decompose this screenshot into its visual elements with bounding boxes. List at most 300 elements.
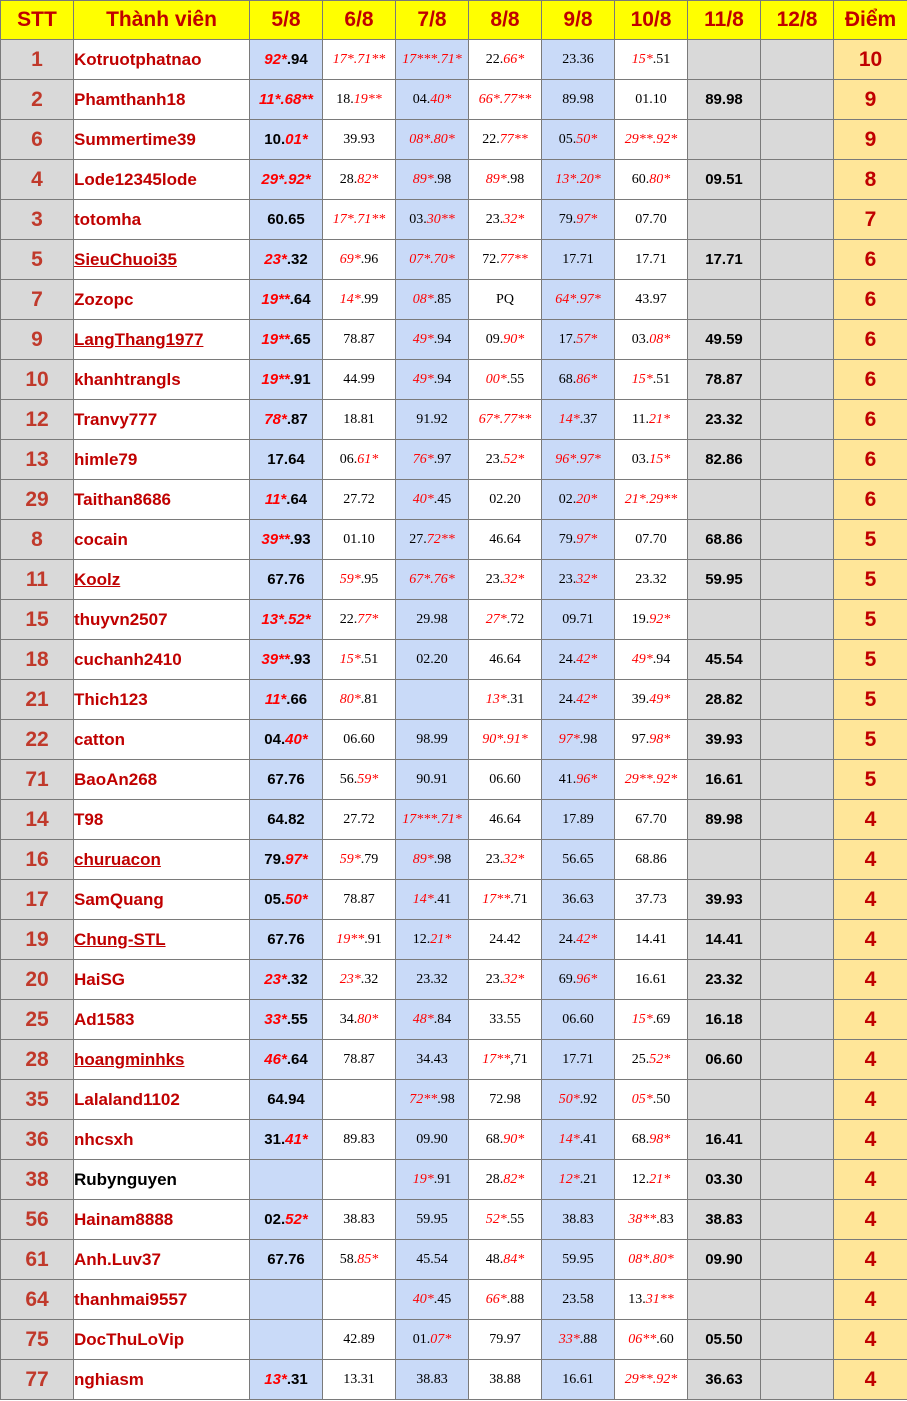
day-value-cell [469,1360,542,1400]
pick-value: 56.65 [562,851,594,867]
day-value-cell [615,1120,688,1160]
pick-value: .79 [360,851,379,867]
hit-mark: 48* [412,1011,434,1027]
day-value-cell [761,720,834,760]
hit-mark: 50* [558,1091,580,1107]
pick-value: 17.71 [635,251,667,267]
hit-mark: 89* [485,171,507,187]
day-value-cell [615,720,688,760]
pick-value: 17. [558,331,577,347]
day-value-cell [542,120,615,160]
table-row [1,800,907,840]
pick-value: 06.60 [705,1051,743,1068]
pick-value: 16.61 [705,771,743,788]
hit-mark: 17***.71* [402,51,462,67]
pick-value: .94 [652,651,671,667]
hit-mark: 29**.92* [624,131,678,147]
stt-cell: 12 [1,400,74,440]
score-cell: 4 [834,800,907,840]
hit-mark: 80* [357,1011,379,1027]
table-row [1,1000,907,1040]
hit-mark: 32* [503,211,525,227]
pick-value: .94 [286,51,308,68]
hit-mark: 05* [631,1091,653,1107]
member-name-cell[interactable] [74,1040,250,1080]
day-value-cell [323,400,396,440]
day-value-cell [469,400,542,440]
member-name-cell[interactable] [74,240,250,280]
day-value-cell [615,1200,688,1240]
day-value-cell [323,1280,396,1320]
pick-value: 78.87 [343,891,375,907]
pick-value: 23. [485,451,504,467]
day-value-cell [542,160,615,200]
hit-mark: 17** [482,1051,511,1067]
day-value-cell [542,320,615,360]
pick-value: 48. [485,1251,504,1267]
hit-mark: 66*.77** [478,91,532,107]
pick-value: 68.86 [635,851,667,867]
day-value-cell [761,1320,834,1360]
pick-value: 23. [485,971,504,987]
member-name-cell [74,720,250,760]
pick-value: .88 [506,1291,525,1307]
day-value-cell [396,560,469,600]
member-name-cell [74,1280,250,1320]
day-value-cell [396,1200,469,1240]
pick-value: 39. [631,691,650,707]
pick-value: .84 [433,1011,452,1027]
day-value-cell [615,600,688,640]
score-cell: 4 [834,840,907,880]
pick-value: 16.61 [562,1371,594,1387]
member-name: Taithan8686 [74,489,172,509]
hit-mark: 21* [649,1171,671,1187]
day-value-cell [469,1080,542,1120]
score-cell: 6 [834,440,907,480]
day-value-cell [323,1160,396,1200]
hit-mark: 14* [339,291,361,307]
hit-mark: 92* [264,51,287,68]
pick-value: 04. [412,91,431,107]
day-value-cell [396,1120,469,1160]
day-value-cell [469,360,542,400]
score-cell: 5 [834,600,907,640]
hit-mark: 33* [558,1331,580,1347]
table-row [1,920,907,960]
member-name-link[interactable]: churuacon [74,849,161,869]
stt-cell: 19 [1,920,74,960]
day-value-cell [761,640,834,680]
pick-value: .91 [433,1171,452,1187]
day-value-cell [396,1000,469,1040]
pick-value: 36.63 [562,891,594,907]
hit-mark: 08*.80* [628,1251,674,1267]
day-value-cell [615,1080,688,1120]
day-value-cell [323,1200,396,1240]
stt-cell: 14 [1,800,74,840]
table-row [1,960,907,1000]
hit-mark: 67*.76* [409,571,455,587]
day-value-cell [250,440,323,480]
pick-value: .50 [652,1091,671,1107]
score-cell: 6 [834,280,907,320]
hit-mark: 98* [649,731,671,747]
hit-mark: 77* [357,611,379,627]
stt-cell: 16 [1,840,74,880]
member-name: Lode12345lode [74,169,197,189]
pick-value: .98 [437,1091,455,1107]
hit-mark: 15* [649,451,671,467]
day-value-cell [542,480,615,520]
day-value-cell [323,160,396,200]
pick-value: 07.70 [635,211,667,227]
table-body [1,40,907,1400]
score-cell: 4 [834,1040,907,1080]
day-value-cell [542,1160,615,1200]
pick-value: .64 [286,491,308,508]
column-header: 8/8 [469,1,542,40]
day-value-cell [688,1160,761,1200]
hit-mark: 20* [576,491,598,507]
pick-value: 23. [485,211,504,227]
pick-value: 16.41 [705,1131,743,1148]
member-name: khanhtrangls [74,369,181,389]
day-value-cell [761,240,834,280]
member-name: Lalaland1102 [74,1089,180,1109]
day-value-cell [396,640,469,680]
score-cell: 5 [834,640,907,680]
day-value-cell [250,600,323,640]
member-name-link[interactable]: hoangminhks [74,1049,185,1069]
day-value-cell [469,1320,542,1360]
pick-value: .97 [433,451,452,467]
member-name: totomha [74,209,142,229]
member-name-link[interactable]: Chung-STL [74,929,166,949]
day-value-cell [250,160,323,200]
day-value-cell [323,600,396,640]
member-name-cell [74,1240,250,1280]
column-header: Thành viên [74,1,250,40]
day-value-cell [469,880,542,920]
pick-value: 36.63 [705,1371,743,1388]
hit-mark: 14* [558,411,580,427]
score-cell: 4 [834,1000,907,1040]
hit-mark: 61* [357,451,379,467]
day-value-cell [761,320,834,360]
pick-value: 16.61 [635,971,667,987]
day-value-cell [761,1360,834,1400]
hit-mark: 19** [261,291,290,308]
day-value-cell [396,840,469,880]
day-value-cell [469,1200,542,1240]
day-value-cell [615,160,688,200]
hit-mark: 97* [576,211,598,227]
member-name: catton [74,729,125,749]
pick-value: 89.98 [705,91,743,108]
hit-mark: 66* [503,51,525,67]
day-value-cell [688,440,761,480]
hit-mark: 66* [485,1291,507,1307]
day-value-cell [615,1240,688,1280]
pick-value: .65 [289,331,311,348]
hit-mark: 15* [339,651,361,667]
table-row [1,120,907,160]
pick-value: 67.70 [635,811,667,827]
pick-value: 89.83 [343,1131,375,1147]
day-value-cell [469,640,542,680]
hit-mark: 32* [503,971,525,987]
hit-mark: 40* [412,491,434,507]
hit-mark: 33* [264,1011,287,1028]
member-name: Ad1583 [74,1009,135,1029]
hit-mark: 31** [645,1291,674,1307]
stt-cell: 4 [1,160,74,200]
pick-value: 14.41 [705,931,743,948]
table-row [1,440,907,480]
pick-value: 14.41 [635,931,667,947]
day-value-cell [688,80,761,120]
pick-value: .85 [433,291,452,307]
day-value-cell [250,120,323,160]
day-value-cell [761,1080,834,1120]
pick-value: 37.73 [635,891,667,907]
day-value-cell [688,360,761,400]
pick-value: 06.60 [562,1011,594,1027]
member-name: SamQuang [74,889,164,909]
hit-mark: 49* [649,691,671,707]
pick-value: 23.36 [562,51,594,67]
stt-cell: 75 [1,1320,74,1360]
day-value-cell [250,520,323,560]
stt-cell: 64 [1,1280,74,1320]
day-value-cell [323,1320,396,1360]
day-value-cell [250,1280,323,1320]
hit-mark: 77** [499,131,528,147]
table-row [1,720,907,760]
hit-mark: 86* [576,371,598,387]
member-name: himle79 [74,449,138,469]
hit-mark: 89* [412,171,434,187]
pick-value: 02. [558,491,577,507]
pick-value: 24.42 [489,931,521,947]
pick-value: 19. [631,611,650,627]
pick-value: .72 [506,611,525,627]
day-value-cell [761,960,834,1000]
score-cell: 4 [834,960,907,1000]
day-value-cell [323,640,396,680]
pick-value: 23. [485,851,504,867]
day-value-cell [250,840,323,880]
hit-mark: 52* [649,1051,671,1067]
member-name: thuyvn2507 [74,609,168,629]
day-value-cell [542,1280,615,1320]
table-row [1,1320,907,1360]
pick-value: 06.60 [343,731,375,747]
member-name: DocThuLoVip [74,1329,185,1349]
day-value-cell [542,1360,615,1400]
member-name-cell [74,800,250,840]
hit-mark: 14* [558,1131,580,1147]
day-value-cell [615,560,688,600]
member-name-link[interactable]: Koolz [74,569,121,589]
pick-value: 68. [631,1131,650,1147]
pick-value: 90.91 [416,771,448,787]
pick-value: .98 [433,851,452,867]
day-value-cell [250,920,323,960]
score-cell: 10 [834,40,907,80]
day-value-cell [761,1200,834,1240]
pick-value: 24. [558,691,577,707]
hit-mark: 96* [576,771,598,787]
day-value-cell [542,680,615,720]
day-value-cell [761,480,834,520]
member-name-cell [74,200,250,240]
day-value-cell [615,280,688,320]
hit-mark: 19** [261,371,290,388]
pick-value: 23.32 [705,971,743,988]
day-value-cell [250,960,323,1000]
member-name-cell[interactable] [74,840,250,880]
day-value-cell [469,1000,542,1040]
stt-cell: 36 [1,1120,74,1160]
hit-mark: 52* [485,1211,507,1227]
day-value-cell [250,1040,323,1080]
day-value-cell [615,40,688,80]
stt-cell: 10 [1,360,74,400]
day-value-cell [688,1080,761,1120]
pick-value: 27.72 [343,811,375,827]
day-value-cell [250,1200,323,1240]
day-value-cell [761,680,834,720]
day-value-cell [688,880,761,920]
day-value-cell [469,240,542,280]
pick-value: .81 [360,691,379,707]
hit-mark: 06** [628,1331,657,1347]
day-value-cell [688,1200,761,1240]
member-name: cocain [74,529,128,549]
day-value-cell [615,1040,688,1080]
day-value-cell [688,400,761,440]
day-value-cell [323,1080,396,1120]
hit-mark: 00* [485,371,507,387]
day-value-cell [615,640,688,680]
member-name: nghiasm [74,1369,144,1389]
member-name-cell[interactable] [74,320,250,360]
day-value-cell [615,1360,688,1400]
day-value-cell [542,960,615,1000]
member-name: T98 [74,809,104,829]
pick-value: .60 [656,1331,674,1347]
day-value-cell [688,760,761,800]
pick-value: 67.76 [267,931,305,948]
pick-value: 06.60 [489,771,521,787]
table-row [1,40,907,80]
day-value-cell [542,640,615,680]
pick-value: .64 [286,1051,308,1068]
day-value-cell [615,480,688,520]
pick-value: 38.88 [489,1371,521,1387]
pick-value: 17.71 [562,1051,594,1067]
pick-value: 60.65 [267,211,305,228]
day-value-cell [469,840,542,880]
hit-mark: 13* [264,1371,287,1388]
pick-value: 72.98 [489,1091,521,1107]
score-cell: 4 [834,1240,907,1280]
stt-cell: 3 [1,200,74,240]
pick-value: 23.32 [416,971,448,987]
day-value-cell [615,960,688,1000]
pick-value: 17.89 [562,811,594,827]
pick-value: 91.92 [416,411,448,427]
day-value-cell [396,1080,469,1120]
pick-value: 04. [264,731,286,748]
hit-mark: 15* [631,371,653,387]
pick-value: 59.95 [562,1251,594,1267]
hit-mark: 46* [264,1051,287,1068]
hit-mark: 08* [412,291,434,307]
stt-cell: 6 [1,120,74,160]
day-value-cell [250,640,323,680]
pick-value: 78.87 [343,331,375,347]
stt-cell: 38 [1,1160,74,1200]
day-value-cell [761,440,834,480]
hit-mark: 01* [285,131,308,148]
day-value-cell [469,600,542,640]
member-name-cell [74,1320,250,1360]
member-name-cell [74,600,250,640]
stt-cell: 1 [1,40,74,80]
hit-mark: 42* [576,651,598,667]
day-value-cell [323,1240,396,1280]
hit-mark: 72** [409,1091,438,1107]
day-value-cell [761,280,834,320]
stt-cell: 77 [1,1360,74,1400]
day-value-cell [761,120,834,160]
day-value-cell [542,200,615,240]
day-value-cell [761,880,834,920]
pick-value: 09.71 [562,611,594,627]
pick-value: 22. [485,51,504,67]
day-value-cell [250,240,323,280]
column-header: 7/8 [396,1,469,40]
pick-value: .66 [286,691,308,708]
member-name-cell [74,1160,250,1200]
member-name-link[interactable]: SieuChuoi35 [74,249,177,269]
member-name: Zozopc [74,289,134,309]
pick-value: .64 [289,291,311,308]
day-value-cell [542,720,615,760]
day-value-cell [542,240,615,280]
member-name-cell[interactable] [74,560,250,600]
pick-value: .87 [286,411,308,428]
member-name-link[interactable]: LangThang1977 [74,329,204,349]
day-value-cell [542,880,615,920]
day-value-cell [323,1000,396,1040]
member-name-cell[interactable] [74,920,250,960]
day-value-cell [542,760,615,800]
pick-value: 38.83 [562,1211,594,1227]
day-value-cell [542,520,615,560]
pick-value: 02. [264,1211,286,1228]
pick-value: 12. [412,931,431,947]
pick-value: .93 [289,651,311,668]
member-name-cell [74,640,250,680]
pick-value: 39.93 [343,131,375,147]
day-value-cell [250,200,323,240]
member-name-cell [74,1000,250,1040]
pick-value: 13. [628,1291,646,1307]
